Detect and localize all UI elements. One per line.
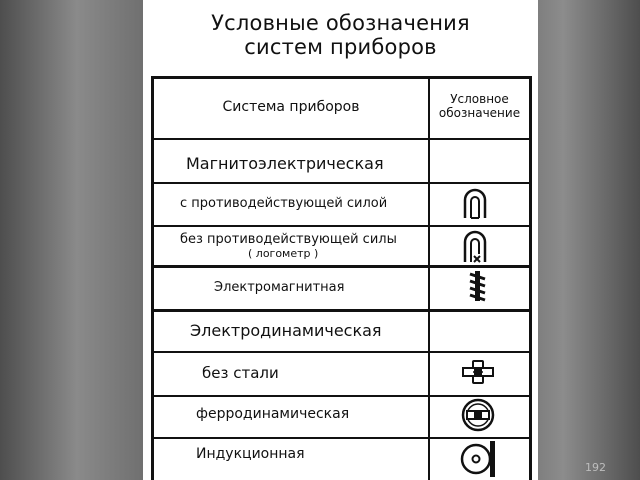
title-line-1: Условные обозначения xyxy=(211,11,470,35)
row-label-induction: Индукционная xyxy=(196,446,305,462)
header-symbol-line2: обозначение xyxy=(438,106,521,120)
slide-number: 192 xyxy=(585,461,606,474)
row-label-magnetoelectric: Магнитоэлектрическая xyxy=(186,154,384,173)
row-label-ferrodynamic: ферродинамическая xyxy=(196,406,350,422)
electrodynamic-icon xyxy=(460,359,496,385)
page-title xyxy=(143,11,538,59)
row-label-without-spring: без противодействующей силы xyxy=(180,232,397,247)
title-line-2: систем приборов xyxy=(244,35,437,59)
row-divider xyxy=(154,138,529,140)
induction-icon xyxy=(458,439,500,479)
row-label-with-spring: с противодействующей силой xyxy=(180,196,388,211)
row-sublabel-logometer: ( логометр ) xyxy=(248,247,319,260)
symbols-table xyxy=(151,76,532,480)
header-symbol xyxy=(430,92,529,120)
document-page xyxy=(143,0,538,480)
row-divider xyxy=(154,309,529,312)
row-label-electromagnetic: Электромагнитная xyxy=(214,280,345,295)
row-label-without-steel: без стали xyxy=(202,364,279,382)
magnetoelectric-icon xyxy=(460,187,490,221)
ferrodynamic-icon xyxy=(460,397,496,433)
row-divider xyxy=(154,182,529,184)
row-divider xyxy=(154,351,529,353)
electromagnetic-icon xyxy=(468,268,488,304)
row-label-electrodynamic: Электродинамическая xyxy=(190,321,382,340)
header-symbol-line1: Условное xyxy=(450,92,509,106)
row-divider xyxy=(154,225,529,227)
header-system: Система приборов xyxy=(222,99,360,115)
logometer-icon xyxy=(460,229,490,265)
